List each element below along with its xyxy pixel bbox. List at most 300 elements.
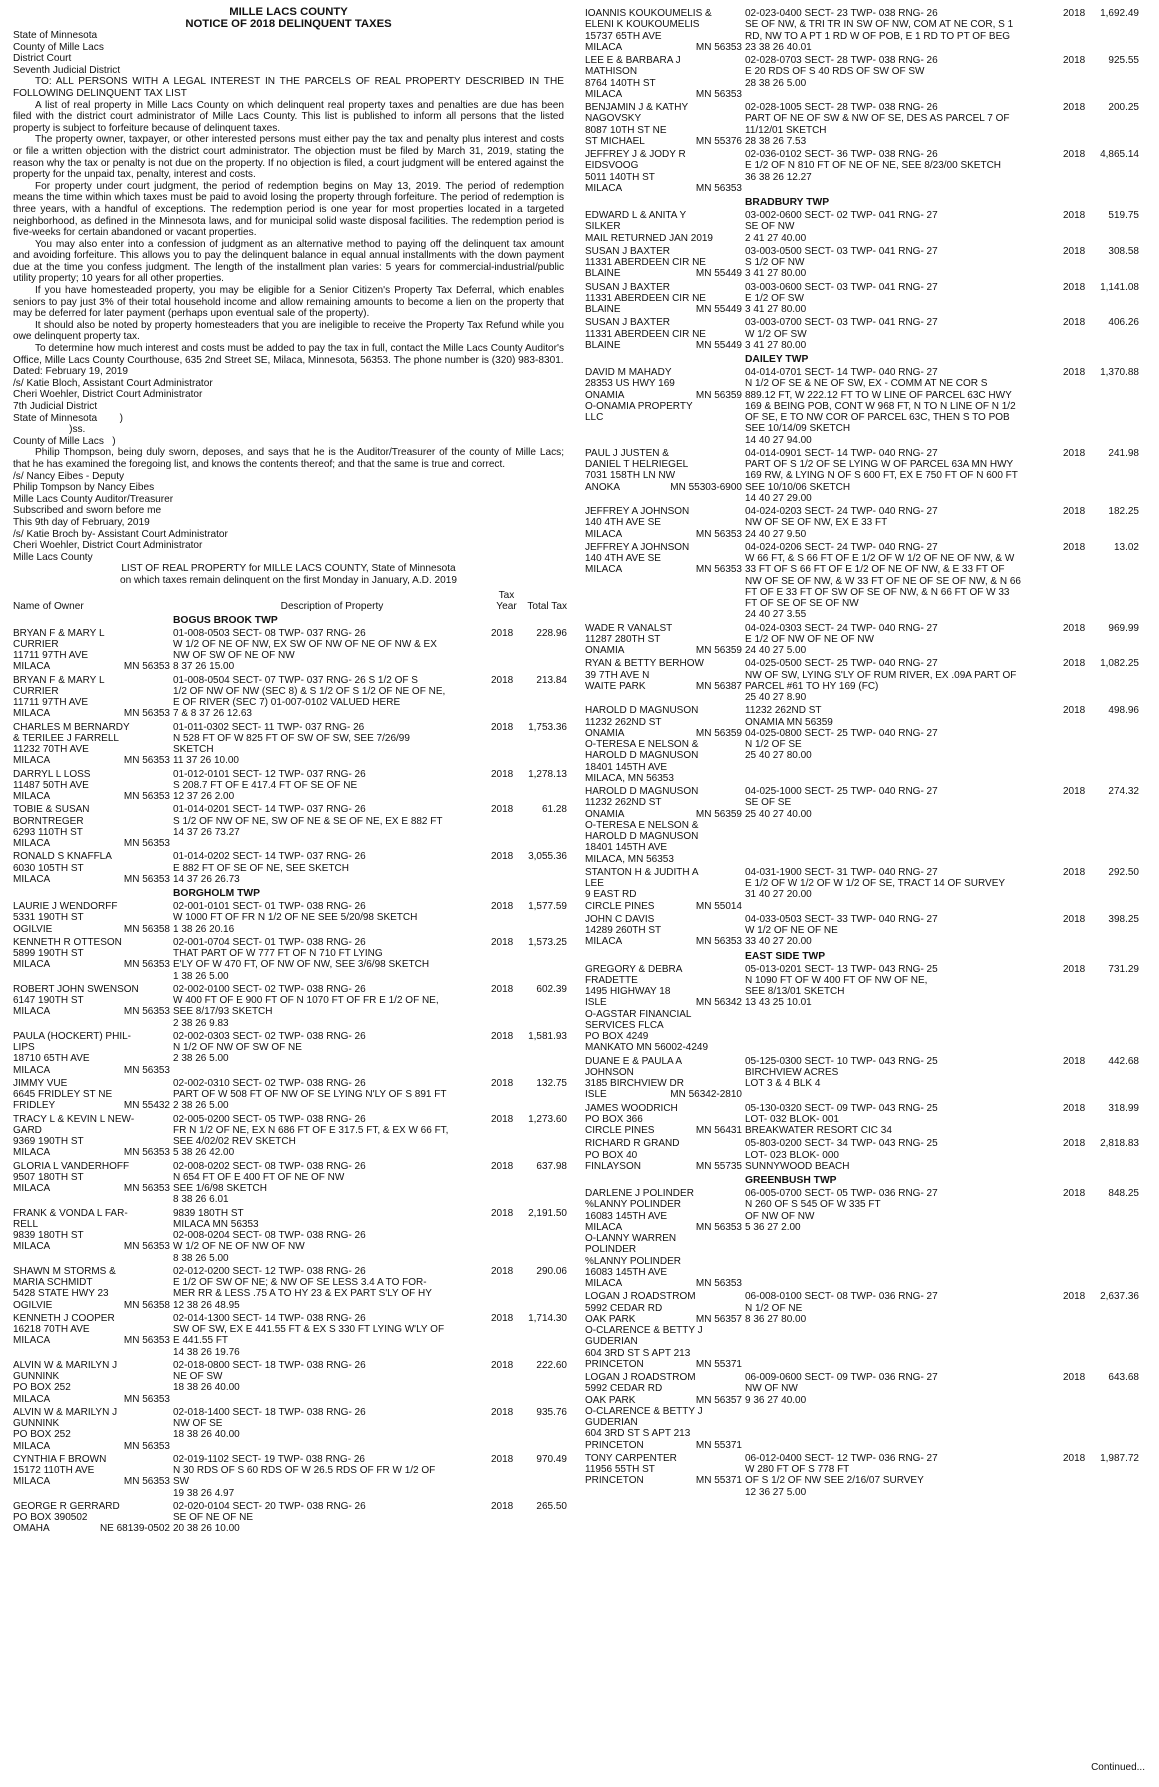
court-line: District Court: [13, 53, 72, 65]
owner-line: [13, 1465, 170, 1476]
owner-line: [585, 1325, 742, 1336]
owner-text: 5992 CEDAR RD: [585, 1383, 663, 1395]
description-line: 14 38 26 19.76: [173, 1346, 240, 1358]
owner-text: 8087 10TH ST NE: [585, 124, 667, 136]
description-line: E OF RIVER (SEC 7) 01-007-0102 VALUED HERE: [173, 697, 401, 708]
owner-line: [13, 733, 170, 744]
record-row: [585, 317, 1139, 351]
owner-line: [585, 975, 742, 986]
description-line: THAT PART OF W 777 FT OF N 710 FT LYING: [173, 948, 383, 959]
owner-line: [13, 1266, 170, 1277]
owner-text: 7031 158TH LN NW: [585, 470, 676, 482]
owner-text: PO BOX 252: [13, 1382, 71, 1394]
description-cell: [170, 1501, 491, 1535]
owner-line: [13, 675, 170, 686]
owner-text: 11232 262ND ST: [585, 716, 662, 728]
description-line: NW OF SE OF NW, EX E 33 FT: [745, 517, 888, 529]
owner-text: BORNTREGER: [13, 815, 84, 827]
owner-cell: [585, 1372, 742, 1451]
owner-cell: [13, 675, 170, 720]
description-line: MER RR & LESS .75 A TO HY 23 & EX PART S'LY OF HY: [173, 1288, 432, 1300]
owner-line: [585, 470, 742, 481]
description-line: 02-028-1005 SECT- 28 TWP- 038 RNG- 26: [745, 102, 938, 113]
description-line: 19 38 26 4.97: [173, 1487, 235, 1499]
owner-text: O-AGSTAR FINANCIAL: [585, 1008, 692, 1020]
description-line: 02-018-1400 SECT- 18 TWP- 038 RNG- 26: [173, 1406, 366, 1418]
owner-text: CHARLES M BERNARDY: [13, 721, 130, 733]
owner-line: [585, 246, 742, 257]
total-tax: 1,692.49: [1100, 8, 1139, 19]
owner-text: MILACA: [13, 1476, 51, 1488]
description-line: E 1/2 OF N 810 FT OF NE OF NE, SEE 8/23/00 SKETCH: [745, 160, 1002, 172]
description-line: 03-003-0500 SECT- 03 TWP- 041 RNG- 27: [745, 245, 938, 257]
record-row: [13, 1160, 567, 1206]
owner-line: [13, 1208, 170, 1219]
owner-text: MILACA, MN 56353: [585, 772, 674, 784]
owner-line: [585, 183, 742, 194]
owner-text: DAVID M MAHADY: [585, 367, 672, 378]
owner-line: [585, 378, 742, 389]
owner-text: GEORGE R GERRARD: [13, 1500, 120, 1512]
owner-text: 18710 65TH AVE: [13, 1053, 90, 1065]
owner-text: MN 55371: [695, 1439, 742, 1451]
owner-text: DARRYL L LOSS: [13, 768, 91, 780]
owner-line: [585, 529, 742, 540]
owner-cell: [13, 1114, 170, 1159]
owner-line: [585, 1211, 742, 1222]
total-tax: 1,753.36: [528, 721, 567, 733]
total-tax: 1,141.08: [1100, 281, 1139, 293]
tax-year: 2018: [1063, 622, 1086, 634]
owner-cell: [13, 1360, 170, 1405]
owner-text: MN 56353: [695, 88, 742, 100]
owner-text: 6293 110TH ST: [13, 826, 83, 838]
owner-text: 604 3RD ST S APT 213: [585, 1428, 691, 1440]
owner-line: [585, 1199, 742, 1210]
owner-text: O-TERESA E NELSON &: [585, 739, 699, 750]
owner-text: MN 56359: [695, 645, 742, 656]
owner-line: [13, 959, 170, 970]
description-line: 8 37 26 15.00: [173, 661, 235, 673]
header-total: Total Tax: [527, 600, 567, 612]
owner-line: [585, 1291, 742, 1302]
owner-text: %LANNY POLINDER: [585, 1255, 681, 1267]
tax-year: 2018: [1063, 367, 1086, 378]
description-line: 12 36 27 5.00: [745, 1486, 807, 1498]
record-row: [585, 1138, 1139, 1172]
description-line: RD, NW TO A PT 1 RD W OF POB, E 1 RD TO PT OF BEG: [745, 30, 1011, 42]
description-line: SE OF NW, & TRI TR IN SW OF NW, COM AT NE COR, S 1: [745, 19, 1014, 31]
owner-line: [13, 1300, 170, 1311]
tax-year: 2018: [1063, 963, 1086, 975]
owner-line: [13, 1042, 170, 1053]
record-row: [585, 1291, 1139, 1370]
owner-text: LAURIE J WENDORFF: [13, 901, 118, 912]
owner-cell: [585, 1188, 742, 1289]
description-line: 02-014-1300 SECT- 14 TWP- 038 RNG- 26: [173, 1312, 366, 1324]
owner-cell: [585, 55, 742, 100]
owner-text: 3185 BIRCHVIEW DR: [585, 1078, 684, 1089]
owner-cell: [585, 623, 742, 657]
owner-line: [585, 1233, 742, 1244]
description-cell: [170, 1114, 491, 1159]
owner-line: [13, 924, 170, 935]
owner-text: FRIDLEY: [13, 1100, 56, 1112]
owner-line: [585, 1303, 742, 1314]
court-line: State of Minnesota: [13, 30, 98, 41]
record-row: [585, 245, 1139, 280]
owner-line: [585, 66, 742, 77]
owner-text: PRINCETON: [585, 1358, 644, 1370]
owner-cell: [13, 1078, 170, 1112]
owner-cell: [585, 1103, 742, 1137]
tax-year: 2018: [491, 721, 514, 733]
description-line: 01-014-0202 SECT- 14 TWP- 037 RNG- 26: [173, 851, 366, 863]
notice-paragraph: If you have homesteaded property, you may be eligible for a Senior Citizen's Property Tax Deferral, which enables seniors to pay just 3% of their total household income and allow remaining amounts to become a lien on the property that may be deferred for later payment (perhaps upon eventual sale of the property).: [13, 285, 564, 320]
description-line: 04-025-1000 SECT- 25 TWP- 040 RNG- 27: [745, 786, 938, 797]
owner-text: 15737 65TH AVE: [585, 30, 662, 42]
owner-text: HAROLD D MAGNUSON: [585, 786, 699, 797]
township-heading: DAILEY TWP: [745, 354, 809, 365]
owner-text: MILACA: [13, 838, 51, 849]
owner-text: 18401 145TH AVE: [585, 761, 668, 773]
description-line: S 1/2 OF NW: [745, 257, 805, 268]
description-line: NE OF SW: [173, 1371, 223, 1382]
owner-line: [585, 293, 742, 304]
description-line: 02-019-1102 SECT- 19 TWP- 038 RNG- 26: [173, 1453, 365, 1465]
description-cell: [170, 1313, 491, 1358]
owner-line: [13, 1523, 170, 1534]
owner-text: 1495 HIGHWAY 18: [585, 986, 671, 997]
description-line: 02-028-0703 SECT- 28 TWP- 038 RNG- 26: [745, 55, 938, 66]
owner-text: LEE: [585, 878, 604, 889]
record-row: [13, 983, 567, 1029]
record-row: [13, 721, 567, 767]
description-line: 13 43 25 10.01: [745, 997, 812, 1009]
owner-text: MN 56353: [123, 1476, 170, 1488]
description-line: ONAMIA MN 56359: [745, 716, 833, 728]
description-line: 28 38 26 7.53: [745, 135, 807, 147]
total-tax: 643.68: [1108, 1372, 1139, 1383]
owner-cell: [585, 1453, 742, 1498]
description-line: 04-033-0503 SECT- 33 TWP- 040 RNG- 27: [745, 913, 938, 925]
description-cell: [742, 1453, 1063, 1498]
tax-year: 2018: [491, 627, 514, 639]
record-row: [585, 913, 1139, 948]
owner-text: MN 55371: [695, 1358, 742, 1370]
description-line: SKETCH: [173, 744, 214, 755]
owner-line: [585, 1150, 742, 1161]
owner-line: [13, 1219, 170, 1230]
owner-text: CYNTHIA F BROWN: [13, 1453, 107, 1465]
owner-text: 11331 ABERDEEN CIR NE: [585, 328, 706, 340]
owner-text: LIPS: [13, 1042, 35, 1053]
owner-line: [13, 1100, 170, 1111]
owner-line: [13, 827, 170, 838]
owner-line: [13, 1136, 170, 1147]
owner-line: [585, 113, 742, 124]
tax-year: 2018: [1063, 102, 1086, 113]
owner-text: MN 55735: [695, 1160, 742, 1172]
owner-line: [585, 705, 742, 716]
total-tax: 970.49: [536, 1453, 567, 1465]
description-cell: [170, 851, 491, 885]
township-heading: EAST SIDE TWP: [745, 950, 826, 962]
continued-note: Continued...: [1091, 1762, 1145, 1773]
description-line: 1/2 OF NW OF NW (SEC 8) & S 1/2 OF S 1/2 OF NE OF NE,: [173, 685, 446, 697]
owner-text: BLAINE: [585, 268, 621, 280]
description-cell: [742, 867, 1063, 912]
description-line: BIRCHVIEW ACRES: [745, 1066, 839, 1078]
description-line: E'LY OF W 470 FT, OF NW OF NW, SEE 3/6/98 SKETCH: [173, 959, 430, 971]
description-cell: [742, 149, 1063, 194]
description-line: W 1000 FT OF FR N 1/2 OF NE SEE 5/20/98 SKETCH: [173, 912, 418, 924]
description-line: SW: [173, 1476, 190, 1488]
tax-year: 2018: [1063, 447, 1086, 459]
owner-line: [585, 1078, 742, 1089]
description-cell: [742, 102, 1063, 147]
description-line: N 528 FT OF W 825 FT OF SW OF SW, SEE 7/26/99: [173, 732, 410, 744]
owner-text: MILACA, MN 56353: [585, 853, 674, 865]
owner-line: [585, 820, 742, 831]
owner-line: [585, 268, 742, 279]
record-row: [585, 281, 1139, 316]
description-cell: [170, 1078, 491, 1112]
owner-line: [585, 233, 742, 244]
owner-text: MN 56359: [695, 389, 742, 401]
header-description: Description of Property: [280, 600, 384, 612]
owner-text: MN 55432: [123, 1100, 170, 1112]
description-line: 28 38 26 5.00: [745, 77, 807, 89]
owner-line: [13, 874, 170, 885]
owner-text: MN 56387: [695, 680, 742, 692]
owner-text: EDWARD L & ANITA Y: [585, 210, 687, 221]
description-line: N 260 OF S 545 OF W 335 FT: [745, 1199, 881, 1211]
owner-line: [13, 650, 170, 661]
owner-text: BLAINE: [585, 339, 621, 351]
description-cell: [170, 722, 491, 767]
owner-text: GUDERIAN: [585, 1336, 638, 1348]
signature-line: County of Mille Lacs ): [13, 435, 116, 447]
total-tax: 1,273.60: [528, 1113, 567, 1125]
description-line: 04-024-0206 SECT- 24 TWP- 040 RNG- 27: [745, 541, 938, 553]
owner-line: [13, 722, 170, 733]
owner-text: RICHARD R GRAND: [585, 1138, 680, 1150]
total-tax: 1,082.25: [1100, 658, 1139, 670]
owner-text: CIRCLE PINES: [585, 900, 655, 912]
owner-text: ST MICHAEL: [585, 135, 645, 147]
owner-text: 39 7TH AVE N: [585, 669, 650, 681]
description-line: SW OF SW, EX E 441.55 FT & EX S 330 FT LYING W'LY OF: [173, 1324, 445, 1335]
header-owner: Name of Owner: [13, 600, 84, 612]
owner-text: JEFFREY J & JODY R: [585, 149, 686, 160]
description-line: 24 40 27 9.50: [745, 528, 807, 540]
owner-line: [585, 658, 742, 669]
owner-text: MN 56353: [695, 564, 742, 576]
record-row: [13, 1453, 567, 1499]
description-line: 1 38 26 5.00: [173, 970, 229, 982]
total-tax: 213.84: [536, 674, 567, 686]
owner-text: GARD: [13, 1124, 42, 1136]
owner-text: 18401 145TH AVE: [585, 842, 668, 854]
description-line: 03-002-0600 SECT- 02 TWP- 041 RNG- 27: [745, 210, 938, 221]
record-row: [13, 1406, 567, 1452]
owner-text: 11331 ABERDEEN CIR NE: [585, 292, 706, 304]
sworn-line: Philip Tompson by Nancy Eibes: [13, 482, 155, 494]
tax-year: 2018: [491, 1077, 514, 1089]
owner-line: [585, 448, 742, 459]
notice-paragraph: You may also enter into a confession of judgment as an alternative method to paying off the delinquent tax amount and avoiding forfeiture. This allows you to pay the delinquent balance in equal annual installments with the down payment due at the time you confess judgment. The length of the installment plan varies: 5 years for commercial-industrial/public utility property; 10 years for all other properties.: [13, 238, 564, 285]
description-line: 14 40 27 94.00: [745, 434, 812, 446]
owner-line: [13, 1031, 170, 1042]
owner-line: [585, 221, 742, 232]
description-line: E 20 RDS OF S 40 RDS OF SW OF SW: [745, 66, 925, 78]
description-line: 05-803-0200 SECT- 34 TWP- 043 RNG- 25: [745, 1138, 938, 1150]
owner-line: [585, 1056, 742, 1067]
tax-year: 2018: [491, 1265, 514, 1277]
owner-line: [585, 797, 742, 808]
owner-text: DANIEL T HELRIEGEL: [585, 459, 689, 470]
owner-text: KENNETH J COOPER: [13, 1312, 115, 1324]
header-tax-year: [491, 590, 522, 612]
description-line: FR N 1/2 OF NE, EX N 686 FT OF E 317.5 FT, & EX W 66 FT,: [173, 1124, 449, 1136]
owner-text: BRYAN F & MARY L: [13, 627, 105, 639]
owner-line: [585, 282, 742, 293]
record-row: [13, 674, 567, 720]
owner-line: [585, 1453, 742, 1464]
description-cell: [170, 628, 491, 673]
description-line: N 1090 FT OF W 400 FT OF NW OF NE,: [745, 974, 928, 986]
description-line: 05-130-0320 SECT- 09 TWP- 043 RNG- 25: [745, 1102, 938, 1114]
description-cell: [742, 282, 1063, 316]
record-row: [13, 768, 567, 803]
total-tax: 1,581.93: [528, 1030, 567, 1042]
owner-text: MILACA: [585, 41, 623, 53]
owner-line: [585, 997, 742, 1008]
owner-text: MN 55014: [695, 900, 742, 912]
description-cell: [170, 1208, 491, 1264]
owner-text: MN 56353: [123, 1064, 170, 1076]
owner-text: LOGAN J ROADSTROM: [585, 1372, 696, 1383]
owner-line: [585, 786, 742, 797]
record-row: [585, 102, 1139, 147]
description-cell: [742, 1138, 1063, 1172]
list-subtitle: on which taxes remain delinquent on the first Monday in January, A.D. 2019: [119, 574, 458, 586]
court-line: Seventh Judicial District: [13, 64, 121, 76]
owner-line: [585, 728, 742, 739]
owner-cell: [585, 786, 742, 865]
owner-text: RONALD S KNAFFLA: [13, 851, 112, 863]
owner-text: 5011 140TH ST: [585, 171, 655, 183]
owner-text: O-ONAMIA PROPERTY: [585, 400, 693, 412]
owner-line: [13, 697, 170, 708]
owner-line: [13, 1429, 170, 1440]
total-tax: 290.06: [536, 1265, 567, 1277]
owner-line: [13, 912, 170, 923]
description-line: W 1/2 OF SW: [745, 328, 807, 340]
owner-text: TRACY L & KEVIN L NEW-: [13, 1113, 135, 1125]
owner-text: WADE R VANALST: [585, 622, 673, 634]
description-cell: [742, 448, 1063, 504]
description-line: 02-001-0704 SECT- 01 TWP- 038 RNG- 26: [173, 936, 366, 948]
owner-line: [13, 1360, 170, 1371]
total-tax: 3,055.36: [528, 851, 567, 863]
owner-text: MN 56353: [123, 1440, 170, 1452]
owner-line: [13, 1382, 170, 1393]
signature-line: 7th Judicial District: [13, 401, 98, 412]
owner-text: BLAINE: [585, 304, 621, 315]
owner-line: [585, 1278, 742, 1289]
description-line: 02-023-0400 SECT- 23 TWP- 038 RNG- 26: [745, 8, 938, 19]
owner-text: MN 56357: [695, 1394, 742, 1406]
total-tax: 1,278.13: [528, 768, 567, 780]
description-line: 12 37 26 2.00: [173, 791, 235, 802]
description-cell: [170, 675, 491, 720]
owner-text: JOHN C DAVIS: [585, 913, 655, 925]
description-line: N 30 RDS OF S 60 RDS OF W 26.5 RDS OF FR W 1/2 OF: [173, 1465, 436, 1476]
owner-text: MN 56353: [123, 1147, 170, 1159]
owner-line: [13, 1089, 170, 1100]
description-line: NW OF SE OF NW, & W 33 FT OF NE OF SE OF NW, & N 66: [745, 575, 1021, 587]
description-line: 2 38 26 5.00: [173, 1100, 229, 1112]
total-tax: 265.50: [536, 1500, 567, 1512]
description-line: SEE 10/10/06 SKETCH: [745, 481, 851, 493]
sworn-line: /s/ Nancy Eibes - Deputy: [13, 470, 125, 482]
owner-cell: [585, 8, 742, 53]
owner-line: [585, 89, 742, 100]
owner-line: [13, 1441, 170, 1452]
owner-line: [585, 750, 742, 761]
owner-line: [585, 340, 742, 351]
owner-text: PO BOX 366: [585, 1113, 643, 1125]
owner-text: MN 56353: [123, 873, 170, 885]
description-line: E 882 FT OF SE OF NE, SEE SKETCH: [173, 862, 349, 874]
owner-cell: [585, 705, 742, 784]
record-row: [585, 658, 1139, 703]
owner-text: PO BOX 252: [13, 1429, 71, 1441]
owner-cell: [13, 1161, 170, 1206]
description-line: PART OF S 1/2 OF SE LYING W OF PARCEL 63A MN HWY: [745, 459, 1014, 470]
description-line: 05-125-0300 SECT- 10 TWP- 043 RNG- 25: [745, 1055, 938, 1067]
tax-year: 2018: [491, 851, 514, 863]
description-line: 18 38 26 40.00: [173, 1382, 240, 1394]
owner-text: OGILVIE: [13, 1299, 53, 1311]
description-line: 8 36 27 80.00: [745, 1313, 807, 1325]
owner-text: MILACA: [13, 1440, 51, 1452]
description-line: MILACA MN 56353: [173, 1218, 259, 1230]
description-line: 3 41 27 80.00: [745, 339, 807, 351]
description-cell: [742, 542, 1063, 621]
owner-text: PRINCETON: [585, 1439, 644, 1451]
owner-line: [13, 1147, 170, 1158]
owner-line: [585, 1222, 742, 1233]
owner-text: 11287 280TH ST: [585, 633, 661, 645]
owner-line: [585, 634, 742, 645]
owner-line: [585, 459, 742, 470]
owner-line: [13, 1125, 170, 1136]
description-line: 11232 262ND ST: [745, 705, 822, 717]
owner-line: [13, 851, 170, 862]
record-row: [13, 1500, 567, 1535]
owner-text: MILACA: [13, 1241, 51, 1253]
owner-text: BRYAN F & MARY L: [13, 674, 105, 686]
owner-line: [585, 1406, 742, 1417]
owner-text: MILACA: [13, 661, 51, 673]
description-line: SEE 10/14/09 SKETCH: [745, 423, 851, 435]
owner-text: RELL: [13, 1218, 39, 1230]
description-line: 889.12 FT, W 222.12 FT TO W LINE OF PARCEL 63C HWY: [745, 389, 1012, 401]
description-line: 02-020-0104 SECT- 20 TWP- 038 RNG- 26: [173, 1500, 366, 1512]
